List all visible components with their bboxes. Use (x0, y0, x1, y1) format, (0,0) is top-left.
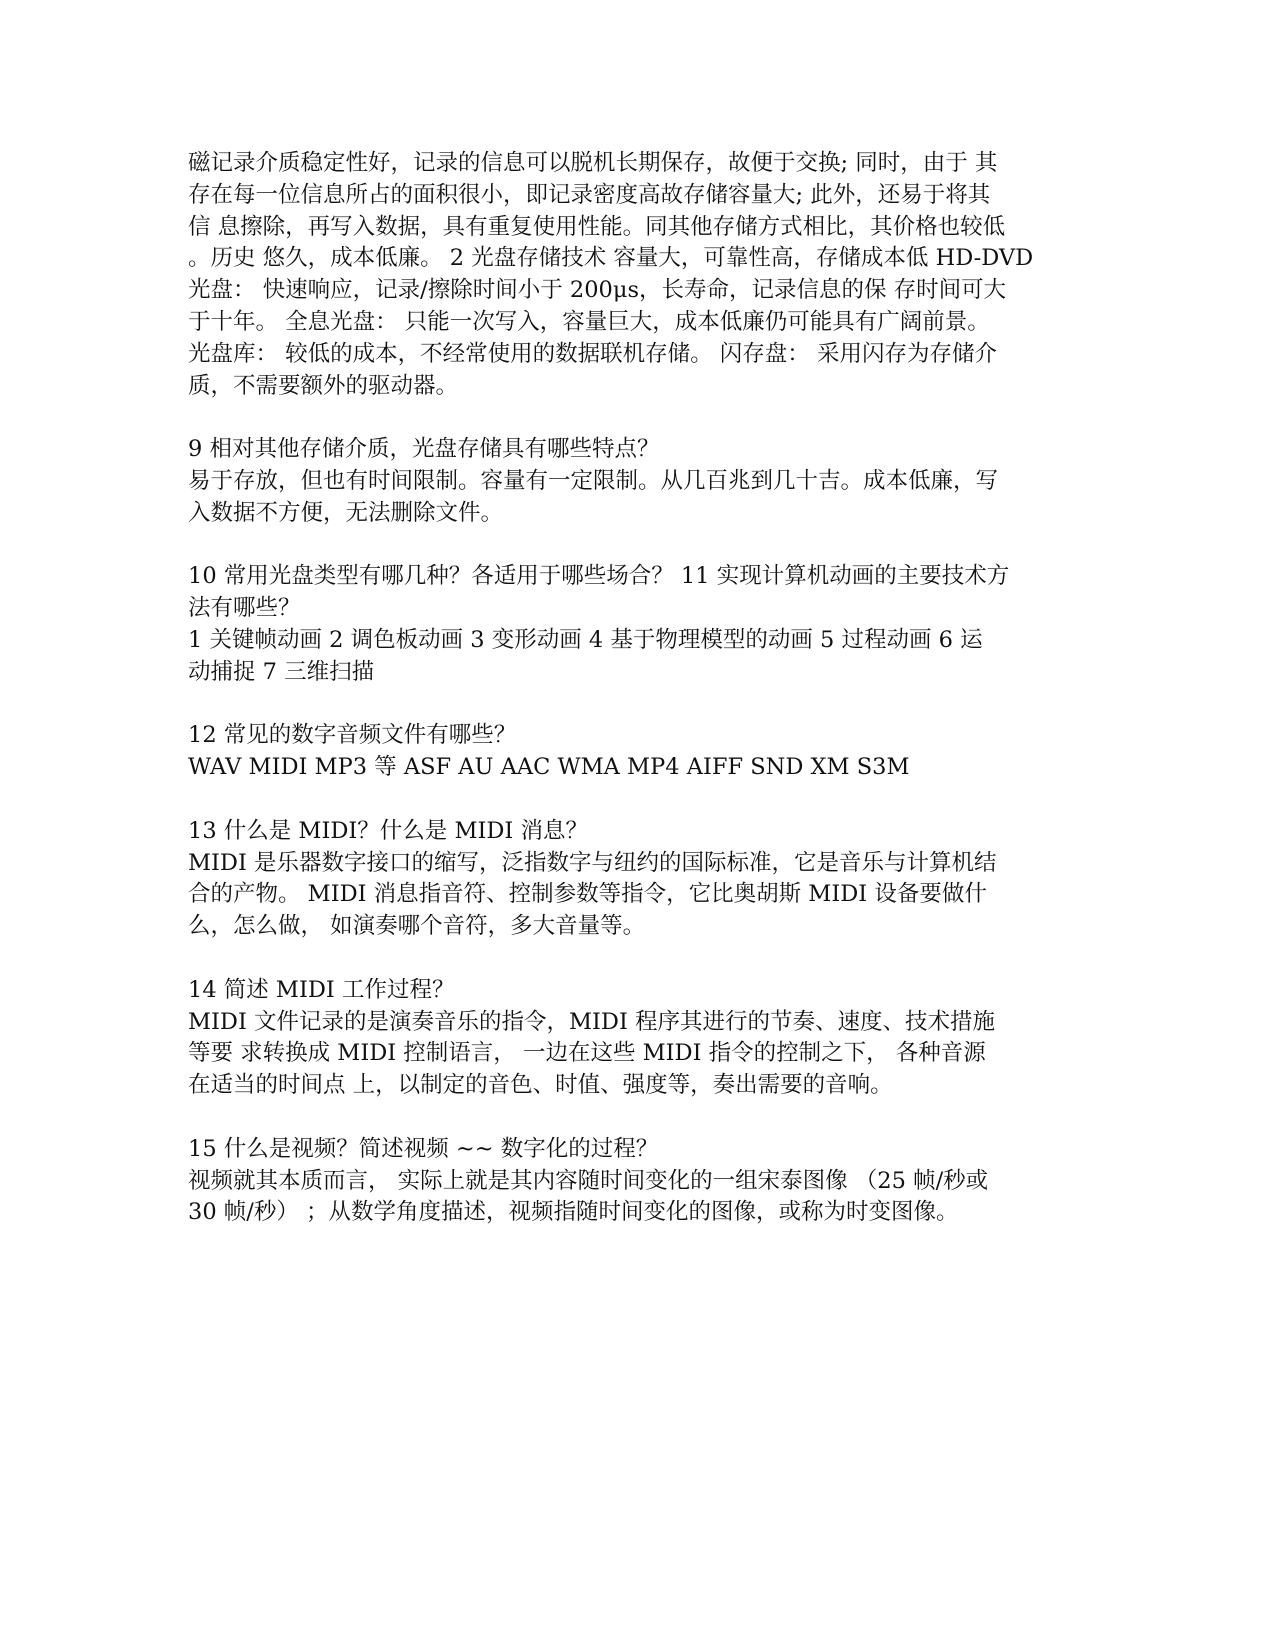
answer-line: WAV MIDI MP3 等 ASF AU AAC WMA MP4 AIFF SND XM S3M (188, 754, 910, 781)
question-heading: 9 相对其他存储介质，光盘存储具有哪些特点？ (188, 436, 660, 463)
paragraph-question-14 (188, 975, 1088, 1102)
answer-line: MIDI 文件记录的是演奏音乐的指令，MIDI 程序其进行的节奏、速度、技术措施 (188, 1008, 996, 1035)
question-heading: 15 什么是视频？简述视频 ~~ 数字化的过程？ (188, 1135, 659, 1162)
text-line: 。历史 悠久，成本低廉。 2 光盘存储技术 容量大，可靠性高，存储成本低 HD-DVD (188, 245, 1034, 272)
text-line: 于十年。 全息光盘： 只能一次写入，容量巨大，成本低廉仍可能具有广阔前景。 (188, 308, 990, 335)
question-heading: 10 常用光盘类型有哪几种？各适用于哪些场合？ 11 实现计算机动画的主要技术方 (188, 563, 1010, 590)
answer-line: 等要 求转换成 MIDI 控制语言， 一边在这些 MIDI 指令的控制之下， 各种音源 (188, 1040, 986, 1067)
question-heading: 13 什么是 MIDI？什么是 MIDI 消息？ (188, 817, 588, 844)
question-heading: 14 简述 MIDI 工作过程？ (188, 976, 455, 1003)
answer-line: 么，怎么做， 如演奏哪个音符，多大音量等。 (188, 913, 646, 940)
text-line: 光盘库： 较低的成本，不经常使用的数据联机存储。 闪存盘： 采用闪存为存储介 (188, 340, 997, 367)
paragraph-question-15 (188, 1134, 1088, 1229)
text-line: 磁记录介质稳定性好，记录的信息可以脱机长期保存，故便于交换; 同时，由于 其 (188, 150, 998, 176)
paragraph-question-9 (188, 434, 1088, 529)
answer-line: 1 关键帧动画 2 调色板动画 3 变形动画 4 基于物理模型的动画 5 过程动画 6 运 (188, 626, 983, 653)
text-line: 存在每一位信息所占的面积很小，即记录密度高故存储容量大; 此外，还易于将其 (188, 181, 991, 208)
answer-line: 30 帧/秒） ；从数学角度描述，视频指随时间变化的图像，或称为时变图像。 (188, 1199, 959, 1226)
paragraph-question-10-11 (188, 561, 1088, 688)
paragraph-question-13 (188, 816, 1088, 943)
text-line: 质，不需要额外的驱动器。 (188, 372, 459, 399)
answer-line: 在适当的时间点 上，以制定的音色、时值、强度等，奏出需要的音响。 (188, 1072, 893, 1099)
answer-line: 视频就其本质而言， 实际上就是其内容随时间变化的一组宋泰图像 （25 帧/秒或 (188, 1167, 989, 1194)
text-line: 光盘： 快速响应，记录/擦除时间小于 200μs，长寿命，记录信息的保 存时间可大 (188, 277, 1007, 304)
paragraph-question-12 (188, 720, 1088, 784)
answer-line: 易于存放，但也有时间限制。容量有一定限制。从几百兆到几十吉。成本低廉，写 (188, 467, 999, 494)
answer-line: MIDI 是乐器数字接口的缩写，泛指数字与纽约的国际标准，它是音乐与计算机结 (188, 849, 997, 876)
answer-line: 入数据不方便，无法删除文件。 (188, 499, 504, 526)
text-line: 信 息擦除，再写入数据，具有重复使用性能。同其他存储方式相比，其价格也较低 (188, 213, 1006, 240)
answer-line: 动捕捉 7 三维扫描 (188, 658, 375, 685)
answer-line: 合的产物。 MIDI 消息指音符、控制参数等指令，它比奥胡斯 MIDI 设备要做什 (188, 881, 987, 908)
paragraph-storage-media (188, 148, 1088, 402)
question-heading: 12 常见的数字音频文件有哪些？ (188, 722, 517, 749)
question-heading: 法有哪些？ (188, 595, 301, 622)
document-body (188, 148, 1088, 1261)
